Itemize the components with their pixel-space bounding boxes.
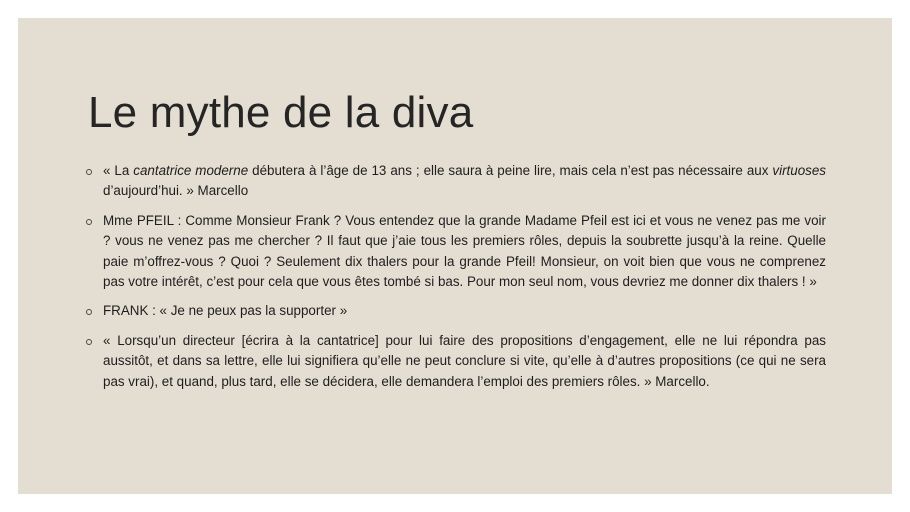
text-segment: « La (103, 163, 134, 178)
hollow-circle-bullet-icon (86, 169, 92, 175)
text-segment: « Lorsqu’un directeur [écrira à la cantatrice] pour lui faire des propositions d’engagement, elle ne lui répondra pas aussitôt, et dans sa lettre, elle lui signifiera qu’elle ne peut conclure si vite, qu’elle à d’autres propositions (ce qui ne sera pas vrai), et quand, plus tard, elle se décidera, elle demandera l’emploi des premiers rôles. » Marcello. (103, 332, 826, 389)
slide (18, 18, 892, 494)
bullet-item (86, 301, 826, 321)
bullet-text (103, 211, 826, 293)
bullet-list (86, 161, 826, 401)
text-segment: FRANK : « Je ne peux pas la supporter » (103, 303, 348, 319)
bullet-text (103, 331, 826, 392)
hollow-circle-bullet-icon (86, 339, 92, 345)
hollow-circle-bullet-icon (86, 309, 92, 315)
hollow-circle-bullet-icon (86, 219, 92, 225)
text-segment: Mme PFEIL : Comme Monsieur Frank ? Vous entendez que la grande Madame Pfeil est ici et vous ne venez pas me voir ? vous ne venez pas me chercher ? Il faut que j’aie tous les premiers rôles, depuis la soubrette jusqu’à la reine. Quelle paie m’offrez-vous ? Quoi ? Seulement dix thalers pour la grande Pfeil! Monsieur, on voit bien que vous ne comprenez pas votre intérêt, c’est pour cela que vous êtes tombé si bas. Pour mon seul nom, vous devriez me donner dix thalers ! » (103, 212, 826, 290)
text-segment: d’aujourd’hui. » Marcello (103, 183, 249, 199)
bullet-item (86, 211, 826, 293)
italic-text-segment: virtuoses (772, 163, 826, 178)
bullet-text (103, 301, 826, 321)
bullet-item (86, 331, 826, 392)
bullet-text (103, 161, 826, 202)
bullet-item (86, 161, 826, 202)
text-segment: débutera à l’âge de 13 ans ; elle saura à peine lire, mais cela n’est pas nécessaire aux (248, 163, 773, 178)
slide-title: Le mythe de la diva (88, 88, 474, 137)
italic-text-segment: cantatrice moderne (133, 163, 249, 178)
